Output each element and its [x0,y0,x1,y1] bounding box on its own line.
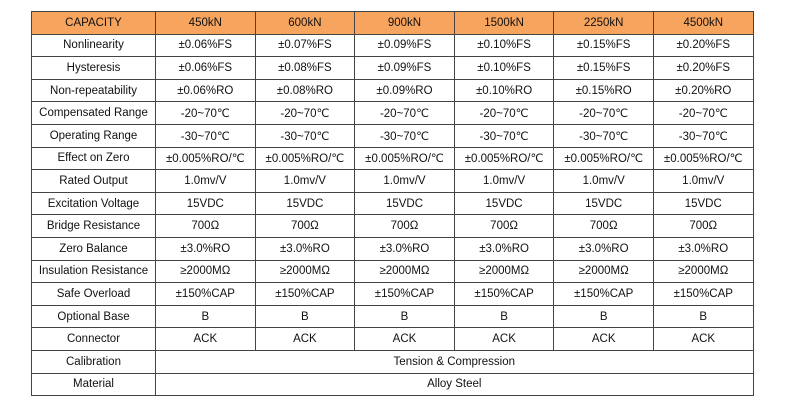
table-cell: B [454,305,554,328]
table-row [32,215,754,238]
table-cell: -30~70℃ [355,124,455,147]
table-cell: ACK [554,328,654,351]
table-cell: 700Ω [454,215,554,238]
table-cell: ACK [653,328,753,351]
table-cell: 700Ω [355,215,455,238]
capacity-header: 2250kN [554,12,654,35]
table-row [32,305,754,328]
table-cell: ±0.15%RO [554,79,654,102]
table-row [32,57,754,80]
row-label: Zero Balance [32,237,156,260]
table-cell: 1.0mv/V [355,170,455,193]
table-cell: ±3.0%RO [653,237,753,260]
row-label: Effect on Zero [32,147,156,170]
capacity-header: 450kN [156,12,256,35]
row-label: Material [32,373,156,396]
table-cell: 1.0mv/V [653,170,753,193]
table-row [32,34,754,57]
table-cell: ±0.005%RO/℃ [653,147,753,170]
table-cell: -20~70℃ [653,102,753,125]
row-label: Optional Base [32,305,156,328]
table-row [32,328,754,351]
table-cell: B [355,305,455,328]
table-cell: -30~70℃ [454,124,554,147]
table-cell: 1.0mv/V [454,170,554,193]
row-label: Calibration [32,350,156,373]
row-label: Excitation Voltage [32,192,156,215]
table-row [32,260,754,283]
table-cell: ±0.10%RO [454,79,554,102]
table-cell: ≥2000MΩ [255,260,355,283]
table-row [32,79,754,102]
table-cell: 1.0mv/V [156,170,256,193]
table-cell: ±0.06%FS [156,57,256,80]
table-cell: 700Ω [255,215,355,238]
merged-cell: Tension & Compression [156,350,754,373]
table-cell: ±0.005%RO/℃ [454,147,554,170]
table-cell: ±150%CAP [255,283,355,306]
table-row [32,237,754,260]
table-cell: ±3.0%RO [156,237,256,260]
table-row [32,350,754,373]
row-label: Insulation Resistance [32,260,156,283]
row-label: Operating Range [32,124,156,147]
table-cell: -20~70℃ [454,102,554,125]
table-cell: ≥2000MΩ [454,260,554,283]
table-cell: B [255,305,355,328]
table-cell: -30~70℃ [156,124,256,147]
row-label: Bridge Resistance [32,215,156,238]
table-cell: ≥2000MΩ [355,260,455,283]
table-cell: ±3.0%RO [355,237,455,260]
table-cell: ±0.20%FS [653,57,753,80]
header-label: CAPACITY [32,12,156,35]
row-label: Nonlinearity [32,34,156,57]
row-label: Hysteresis [32,57,156,80]
table-cell: ±0.15%FS [554,34,654,57]
table-cell: ±0.07%FS [255,34,355,57]
table-cell: -20~70℃ [255,102,355,125]
header-row [32,12,754,35]
row-label: Compensated Range [32,102,156,125]
table-cell: 1.0mv/V [255,170,355,193]
table-cell: 15VDC [653,192,753,215]
table-cell: -20~70℃ [554,102,654,125]
table-cell: B [156,305,256,328]
table-cell: ±3.0%RO [554,237,654,260]
table-row [32,147,754,170]
table-cell: 700Ω [653,215,753,238]
table-cell: 15VDC [454,192,554,215]
table-cell: ±0.08%FS [255,57,355,80]
row-label: Non-repeatability [32,79,156,102]
table-cell: ±0.06%RO [156,79,256,102]
table-cell: ±3.0%RO [454,237,554,260]
capacity-header: 1500kN [454,12,554,35]
table-row [32,192,754,215]
table-cell: ±0.15%FS [554,57,654,80]
table-cell: ±150%CAP [554,283,654,306]
table-cell: ±0.005%RO/℃ [156,147,256,170]
table-cell: ±0.005%RO/℃ [554,147,654,170]
table-cell: 15VDC [255,192,355,215]
table-cell: ±0.08%RO [255,79,355,102]
table-row [32,170,754,193]
table-cell: ACK [156,328,256,351]
table-cell: ±0.10%FS [454,57,554,80]
table-cell: 15VDC [554,192,654,215]
table-cell: ±0.20%RO [653,79,753,102]
table-cell: ±0.20%FS [653,34,753,57]
table-cell: ACK [255,328,355,351]
table-cell: B [554,305,654,328]
row-label: Connector [32,328,156,351]
table-cell: 700Ω [156,215,256,238]
table-cell: ±0.005%RO/℃ [255,147,355,170]
table-cell: ±150%CAP [355,283,455,306]
capacity-header: 600kN [255,12,355,35]
table-cell: 15VDC [156,192,256,215]
table-row [32,373,754,396]
table-cell: ±150%CAP [454,283,554,306]
row-label: Rated Output [32,170,156,193]
capacity-header: 900kN [355,12,455,35]
table-cell: ±0.06%FS [156,34,256,57]
table-cell: 1.0mv/V [554,170,654,193]
spec-table [31,11,754,396]
table-cell: ACK [454,328,554,351]
table-cell: ≥2000MΩ [653,260,753,283]
table-cell: ±0.09%RO [355,79,455,102]
merged-cell: Alloy Steel [156,373,754,396]
table-cell: ACK [355,328,455,351]
table-cell: ±3.0%RO [255,237,355,260]
table-cell: ±0.09%FS [355,57,455,80]
capacity-header: 4500kN [653,12,753,35]
table-row [32,283,754,306]
row-label: Safe Overload [32,283,156,306]
table-cell: -20~70℃ [355,102,455,125]
table-row [32,102,754,125]
table-row [32,124,754,147]
table-cell: ±150%CAP [653,283,753,306]
table-cell: 15VDC [355,192,455,215]
table-cell: -30~70℃ [653,124,753,147]
table-cell: -30~70℃ [255,124,355,147]
table-cell: ±150%CAP [156,283,256,306]
table-cell: ±0.09%FS [355,34,455,57]
table-cell: B [653,305,753,328]
spec-body [32,34,754,396]
table-cell: ±0.005%RO/℃ [355,147,455,170]
table-cell: ≥2000MΩ [554,260,654,283]
table-cell: ≥2000MΩ [156,260,256,283]
table-cell: -20~70℃ [156,102,256,125]
table-cell: 700Ω [554,215,654,238]
table-cell: ±0.10%FS [454,34,554,57]
table-cell: -30~70℃ [554,124,654,147]
